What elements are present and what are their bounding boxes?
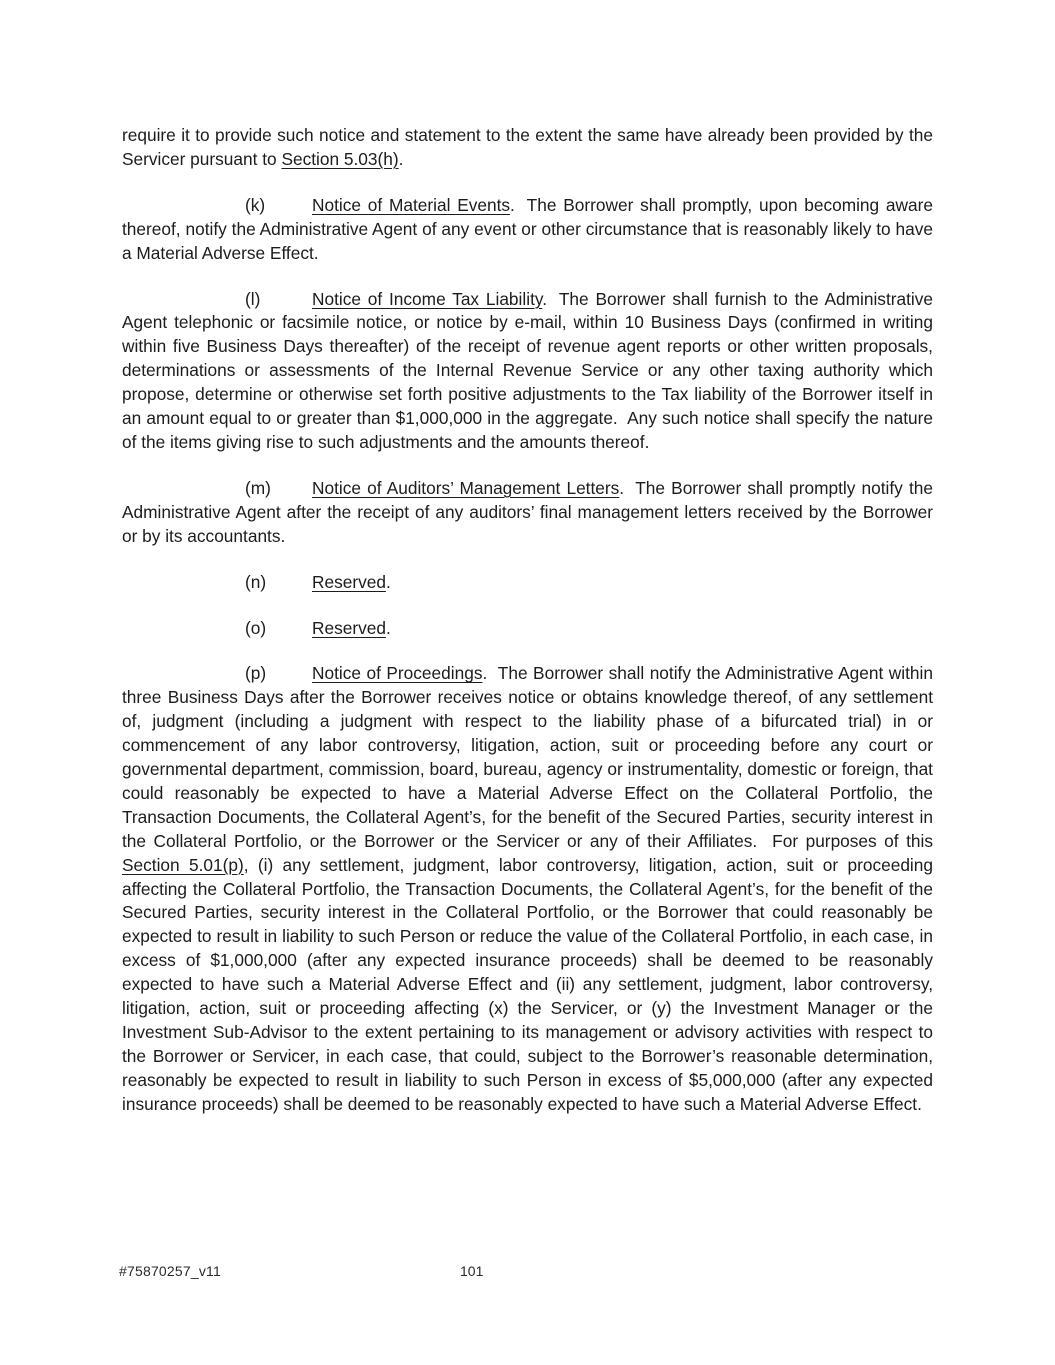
clause-label: (o) — [245, 617, 267, 638]
clause-title: Reserved — [312, 571, 386, 592]
clause-k — [122, 194, 933, 266]
clause-title: Notice of Proceedings — [312, 663, 483, 684]
section-reference: Section 5.01(p) — [122, 854, 244, 875]
clause-title-period: . — [542, 288, 548, 309]
clause-title: Reserved — [312, 617, 386, 638]
page-body — [122, 124, 933, 1139]
intro-text: require it to provide such notice and statement to the extent the same have already been provided by the Servicer pursuant to — [122, 125, 933, 169]
footer-page-number: 101 — [460, 1263, 484, 1279]
clause-title: Notice of Auditors’ Management Letters — [312, 477, 620, 498]
clause-p — [122, 662, 933, 1116]
clause-body: The Borrower shall promptly notify the Administrative Agent after the receipt of any auditors’ final management letters received by the Borrower or by its accountants. — [122, 477, 933, 546]
section-reference: Section 5.03(h) — [281, 148, 399, 169]
footer-doc-id: #75870257_v11 — [119, 1263, 221, 1279]
clause-title-period: . — [385, 571, 391, 592]
clause-body: The Borrower shall furnish to the Administrative Agent telephonic or facsimile notice, or notice by e-mail, within 10 Business Days (confirmed in writing within five Business Days thereafter) of the receipt of revenue agent reports or other written proposals, determinations or assessments of the Internal Revenue Service or any other taxing authority which propose, determine or otherwise set forth positive adjustments to the Tax liability of the Borrower itself in an amount equal to or greater than $1,000,000 in the aggregate. Any such notice shall specify the nature of the items giving rise to such adjustments and the amounts thereof. — [122, 288, 933, 452]
clause-title-period: . — [482, 663, 488, 684]
clause-n — [122, 571, 933, 595]
clause-body: The Borrower shall promptly, upon becoming aware thereof, notify the Administrative Agent of any event or other circumstance that is reasonably likely to have a Material Adverse Effect. — [122, 194, 933, 263]
clause-title-period: . — [385, 617, 391, 638]
clause-m — [122, 477, 933, 549]
clause-title: Notice of Material Events — [312, 194, 511, 215]
clause-body-continued: , (i) any settlement, judgment, labor controversy, litigation, action, suit or proceeding affecting the Collateral Portfolio, the Transaction Documents, the Collateral Agent’s, for the benefit of the Secured Parties, security interest in the Collateral Portfolio, or the Borrower that could reasonably be expected to result in liability to such Person or reduce the value of the Collateral Portfolio, in each case, in excess of $1,000,000 (after any expected insurance proceeds) shall be deemed to be reasonably expected to have such a Material Adverse Effect and (ii) any settlement, judgment, labor controversy, litigation, action, suit or proceeding affecting (x) the Servicer, or (y) the Investment Manager or the Investment Sub-Advisor to the extent pertaining to its management or advisory activities with respect to the Borrower or Servicer, in each case, that could, subject to the Borrower’s reasonable determination, reasonably be expected to result in liability to such Person in excess of $5,000,000 (after any expected insurance proceeds) shall be deemed to be reasonably expected to have such a Material Adverse Effect. — [122, 854, 933, 1114]
clause-title: Notice of Income Tax Liability — [312, 288, 543, 309]
clause-label: (n) — [245, 571, 267, 592]
intro-text-end: . — [398, 148, 404, 169]
clause-title-period: . — [619, 477, 625, 498]
clause-l — [122, 288, 933, 455]
clause-label: (m) — [245, 477, 271, 498]
clause-o — [122, 617, 933, 641]
clause-label: (l) — [245, 288, 261, 309]
clause-label: (k) — [245, 194, 266, 215]
clause-title-period: . — [510, 194, 515, 215]
clause-label: (p) — [245, 663, 267, 684]
paragraph-intro — [122, 124, 933, 172]
clause-body: The Borrower shall notify the Administrative Agent within three Business Days after the Borrower receives notice or obtains knowledge thereof, of any settlement of, judgment (including a judgment with respect to the liability phase of a bifurcated trial) in or commencement of any labor controversy, litigation, action, suit or proceeding before any court or governmental department, commission, board, bureau, agency or instrumentality, domestic or foreign, that could reasonably be expected to have a Material Adverse Effect on the Collateral Portfolio, the Transaction Documents, the Collateral Agent’s, for the benefit of the Secured Parties, security interest in the Collateral Portfolio, or the Borrower or the Servicer or any of their Affiliates. For purposes of this — [122, 663, 933, 851]
